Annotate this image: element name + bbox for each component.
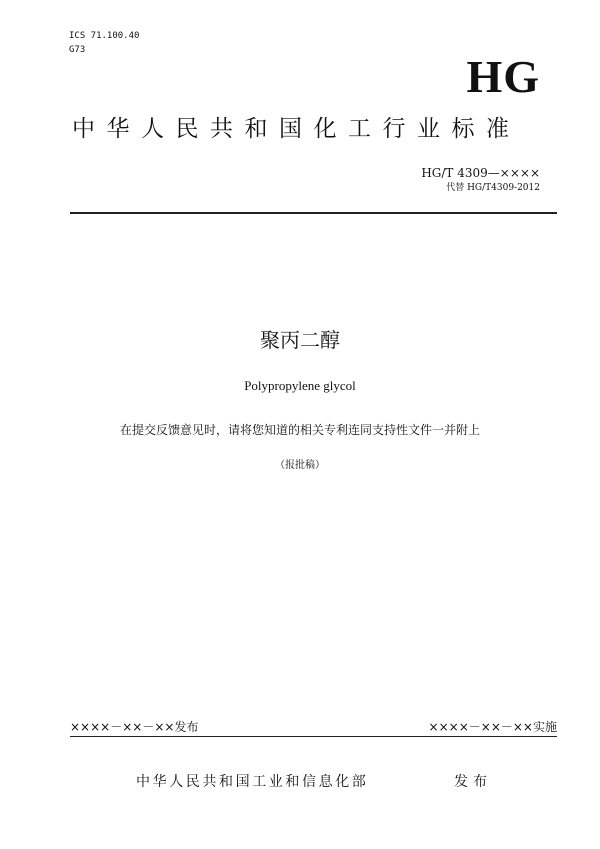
header-divider [70,212,557,214]
document-title-chinese: 聚丙二醇 [260,328,340,352]
implementation-date: ××××－××－××实施 [428,720,557,734]
replaces-standard: 代替 HG/T4309-2012 [446,183,540,193]
hg-logo: HG [466,51,540,102]
ccs-code: G73 [69,45,86,55]
document-title-english: Polypropylene glycol [244,378,356,393]
issue-date: ××××－××－××发布 [70,720,199,734]
footer-divider [70,736,557,737]
draft-stage: （报批稿） [275,460,325,471]
patent-notice: 在提交反馈意见时，请将您知道的相关专利连同支持性文件一并附上 [119,423,480,437]
standard-number: HG/T 4309—×××× [421,166,540,180]
standard-category: 中华人民共和国化工行业标准 [72,116,521,142]
ics-code: ICS 71.100.40 [69,31,140,41]
issuing-label: 发布 [454,774,492,790]
issuing-authority: 中华人民共和国工业和信息化部 [136,774,369,790]
